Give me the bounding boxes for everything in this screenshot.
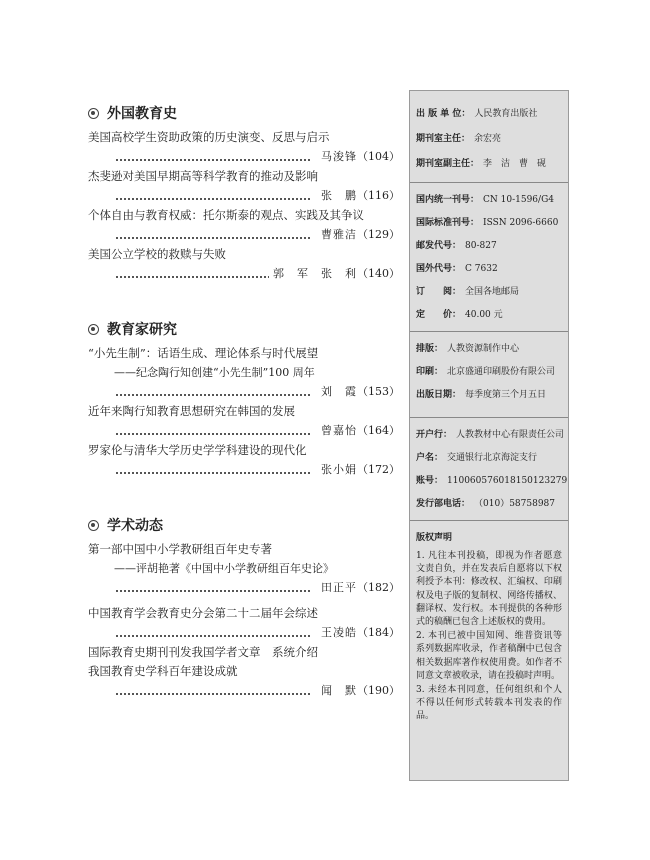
bullet-circle-icon bbox=[88, 520, 99, 531]
info-typesetting: 排版： 人教资源制作中心 bbox=[416, 344, 520, 354]
entry-subtitle: ——纪念陶行知创建“小先生制”100 周年 bbox=[114, 366, 315, 379]
copyright-item: 3. 未经本刊同意，任何组织和个人不得以任何形式转载本刊发表的作品。 bbox=[416, 685, 562, 722]
entry-page: （172） bbox=[357, 463, 400, 476]
bullet-circle-icon bbox=[88, 324, 99, 335]
entry-title: 美国公立学校的救赎与失败 bbox=[88, 247, 226, 261]
toc-entry[interactable] bbox=[88, 167, 400, 206]
toc-entry[interactable] bbox=[88, 128, 400, 167]
entry-title: “小先生制”：话语生成、理论体系与时代展望 bbox=[88, 346, 319, 360]
info-bank: 开户行： 人教教材中心有限责任公司 bbox=[416, 430, 565, 440]
info-postal-code: 邮发代号： 80-827 bbox=[416, 241, 497, 251]
copyright-item: 2. 本刊已被中国知网、维普资讯等系列数据库收录，作者稿酬中已包含相关数据库著作权使用费。如作者不同意文章被收录，请在投稿时声明。 bbox=[416, 631, 562, 681]
entry-author: 闻 默 bbox=[321, 684, 357, 697]
info-chief-editor: 期刊室主任： 余宏亮 bbox=[416, 134, 502, 144]
info-account-name: 户名： 交通银行北京海淀支行 bbox=[416, 453, 538, 463]
section-educator-research bbox=[88, 318, 400, 480]
toc-entry[interactable] bbox=[88, 245, 400, 284]
entry-page: （104） bbox=[357, 150, 400, 163]
entry-page: （116） bbox=[357, 189, 400, 202]
info-cn-number: 国内统一刊号： CN 10-1596/G4 bbox=[416, 195, 554, 205]
entry-author: 王凌皓 bbox=[321, 626, 357, 639]
entry-page: （140） bbox=[357, 267, 400, 280]
info-publisher: 出 版 单 位： 人民教育出版社 bbox=[416, 109, 538, 119]
entry-title: 杰斐逊对美国早期高等科学教育的推动及影响 bbox=[88, 169, 318, 183]
copyright-item: 1. 凡往本刊投稿，即视为作者愿意文责自负，并在发表后自愿将以下权利授予本刊：修改权、汇编权、印刷权及电子版的复制权、网络传播权、翻译权、发行权。本刊提供的各种形式的稿酬已包含上述版权的费用。 bbox=[416, 551, 562, 628]
entry-title: 第一部中国中小学教研组百年史专著 bbox=[88, 542, 272, 556]
toc-entry[interactable] bbox=[88, 540, 400, 598]
copyright-title: 版权声明 bbox=[416, 533, 453, 543]
info-issn: 国际标准刊号： ISSN 2096-6660 bbox=[416, 218, 559, 228]
bullet-circle-icon bbox=[88, 108, 99, 119]
divider bbox=[410, 182, 568, 183]
info-account-number: 账号： 110060576018150123279 bbox=[416, 476, 568, 486]
entry-title: 个体自由与教育权威：托尔斯泰的观点、实践及其争议 bbox=[88, 208, 364, 222]
entry-subtitle: ——评胡艳著《中国中小学教研组百年史论》 bbox=[114, 562, 334, 575]
entry-page: （153） bbox=[357, 385, 400, 398]
publication-info-panel bbox=[409, 90, 569, 781]
toc-entry[interactable] bbox=[88, 441, 400, 480]
toc-entry[interactable] bbox=[88, 643, 400, 701]
info-printing: 印刷： 北京盛通印刷股份有限公司 bbox=[416, 367, 556, 377]
entry-author: 曾嘉怡 bbox=[321, 424, 357, 437]
entry-page: （184） bbox=[357, 626, 400, 639]
info-foreign-code: 国外代号： C 7632 bbox=[416, 264, 498, 274]
entry-author: 张小娟 bbox=[321, 463, 357, 476]
entry-title: 中国教育学会教育史分会第二十二届年会综述 bbox=[88, 606, 318, 620]
section-title: 外国教育史 bbox=[107, 106, 177, 122]
toc-entry[interactable] bbox=[88, 344, 400, 402]
section-title: 教育家研究 bbox=[107, 322, 177, 338]
entry-title-continued: 我国教育史学科百年建设成就 bbox=[88, 664, 238, 678]
entry-page: （129） bbox=[357, 228, 400, 241]
section-title: 学术动态 bbox=[107, 518, 163, 534]
divider bbox=[410, 417, 568, 418]
table-of-contents bbox=[88, 102, 400, 701]
entry-author: 曹雅洁 bbox=[321, 228, 357, 241]
toc-entry[interactable] bbox=[88, 402, 400, 441]
entry-title: 罗家伦与清华大学历史学学科建设的现代化 bbox=[88, 443, 307, 457]
section-academic-news bbox=[88, 514, 400, 701]
entry-page: （164） bbox=[357, 424, 400, 437]
entry-author: 张 鹏 bbox=[321, 189, 357, 202]
entry-title: 近年来陶行知教育思想研究在韩国的发展 bbox=[88, 404, 295, 418]
section-foreign-education-history bbox=[88, 102, 400, 284]
entry-page: （182） bbox=[357, 581, 400, 594]
entry-author: 郭 军 张 利 bbox=[273, 267, 357, 280]
entry-title: 国际教育史期刊刊发我国学者文章 系统介绍 bbox=[88, 645, 318, 659]
info-phone: 发行部电话： （010）58758987 bbox=[416, 499, 556, 509]
divider bbox=[410, 520, 568, 521]
info-subscription: 订 阅： 全国各地邮局 bbox=[416, 287, 520, 297]
info-publish-date: 出版日期： 每季度第三个月五日 bbox=[416, 390, 547, 400]
toc-entry[interactable] bbox=[88, 206, 400, 245]
entry-author: 刘 霞 bbox=[321, 385, 357, 398]
divider bbox=[410, 331, 568, 332]
entry-page: （190） bbox=[357, 684, 400, 697]
entry-author: 田正平 bbox=[321, 581, 357, 594]
toc-entry[interactable] bbox=[88, 604, 400, 643]
entry-author: 马浚锋 bbox=[321, 150, 357, 163]
info-deputy-editor: 期刊室副主任： 李 洁 曹 砚 bbox=[416, 159, 547, 169]
entry-title: 美国高校学生资助政策的历史演变、反思与启示 bbox=[88, 130, 330, 144]
info-price: 定 价： 40.00 元 bbox=[416, 310, 503, 320]
